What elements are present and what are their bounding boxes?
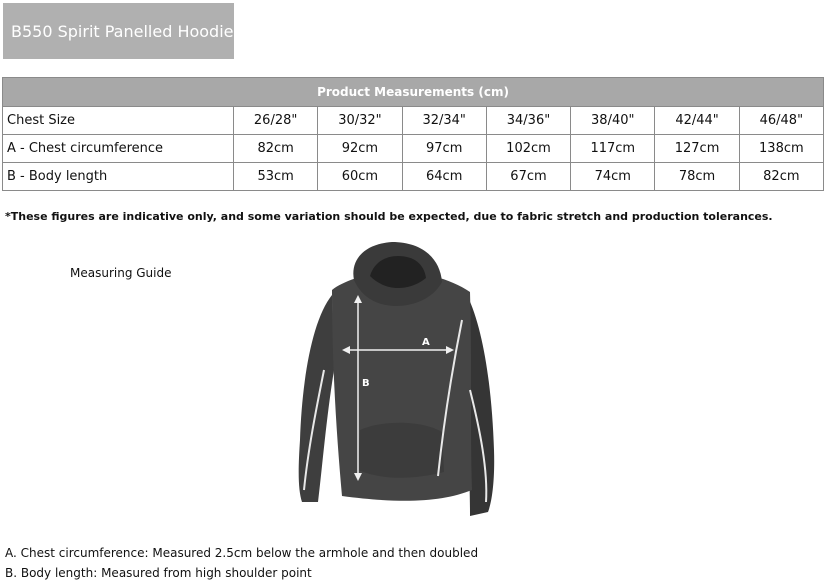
table-cell: 82cm (739, 163, 823, 191)
hoodie-illustration (292, 240, 502, 525)
table-cell: 53cm (234, 163, 318, 191)
row-label: B - Body length (3, 163, 234, 191)
table-cell: 26/28" (234, 107, 318, 135)
table-cell: 74cm (571, 163, 655, 191)
table-cell: 127cm (655, 135, 739, 163)
table-cell: 138cm (739, 135, 823, 163)
table-cell: 64cm (402, 163, 486, 191)
table-cell: 38/40" (571, 107, 655, 135)
table-row (3, 135, 824, 163)
measurements-table (2, 77, 824, 191)
definition-a: A. Chest circumference: Measured 2.5cm below the armhole and then doubled (5, 546, 479, 560)
measuring-guide-label: Measuring Guide (70, 266, 172, 280)
disclaimer-note: *These figures are indicative only, and some variation should be expected, due to fabric stretch and production tolerances. (5, 210, 773, 223)
marker-b: B (362, 378, 370, 389)
row-label: A - Chest circumference (3, 135, 234, 163)
table-cell: 67cm (486, 163, 570, 191)
table-cell: 32/34" (402, 107, 486, 135)
table-cell: 46/48" (739, 107, 823, 135)
table-row (3, 107, 824, 135)
table-header: Product Measurements (cm) (3, 78, 824, 107)
table-cell: 60cm (318, 163, 402, 191)
table-cell: 34/36" (486, 107, 570, 135)
table-cell: 30/32" (318, 107, 402, 135)
table-cell: 78cm (655, 163, 739, 191)
definition-b: B. Body length: Measured from high shoulder point (5, 566, 312, 580)
row-label: Chest Size (3, 107, 234, 135)
table-cell: 92cm (318, 135, 402, 163)
table-cell: 117cm (571, 135, 655, 163)
marker-a: A (422, 337, 430, 348)
table-cell: 82cm (234, 135, 318, 163)
table-cell: 42/44" (655, 107, 739, 135)
page-title: B550 Spirit Panelled Hoodie (3, 3, 234, 59)
table-cell: 97cm (402, 135, 486, 163)
table-cell: 102cm (486, 135, 570, 163)
table-row (3, 163, 824, 191)
